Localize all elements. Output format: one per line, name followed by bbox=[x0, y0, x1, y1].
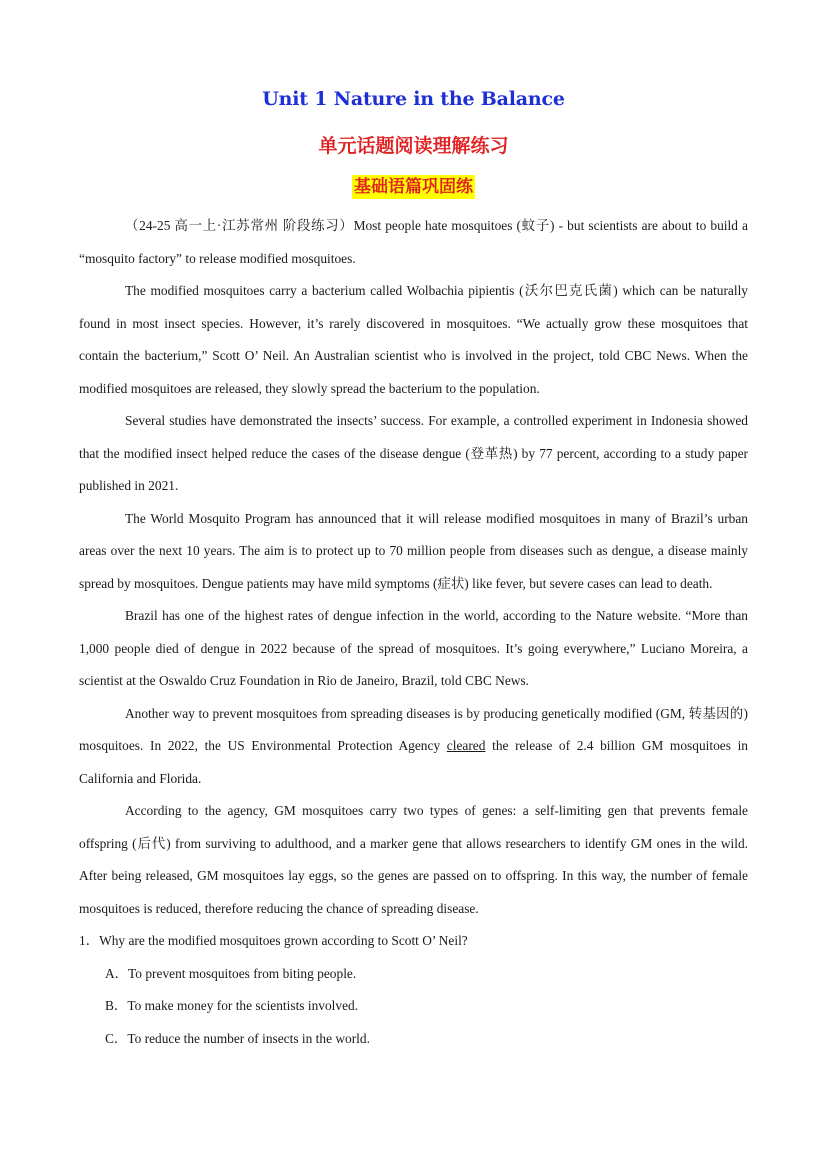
section-heading: 基础语篇巩固练 bbox=[354, 177, 473, 197]
paragraph-7: According to the agency, GM mosquitoes carry two types of genes: a self-limiting gen that prevents female offspring (后代) from surviving to adulthood, and a marker gene that allows researchers to identify GM ones in the wild. After being released, GM mosquitoes lay eggs, so the genes are passed on to offspring. In this way, the number of female mosquitoes is reduced, therefore reducing the chance of spreading disease. bbox=[79, 803, 748, 916]
question-1-option-c: C．To reduce the number of insects in the world. bbox=[105, 1030, 370, 1046]
question-1-option-b: B．To make money for the scientists involved. bbox=[105, 998, 359, 1013]
paragraph-1: （24-25 高一上·江苏常州 阶段练习）Most people hate mosquitoes (蚊子) - but scientists are about to build a “mosquito factory” to release modified mosquitoes. bbox=[79, 218, 748, 266]
section-heading-wrap bbox=[0, 175, 827, 199]
paragraph-3: Several studies have demonstrated the insects’ success. For example, a controlled experiment in Indonesia showed that the modified insect helped reduce the cases of the disease dengue (登革热) by 77 percent, according to a study paper published in 2021. bbox=[79, 413, 748, 493]
paragraph-6-part-1: Another way to prevent mosquitoes from spreading diseases is by producing genetically modified (GM, 转基因的) mosquitoes. In 2022, the US Environmental Protection Agency bbox=[79, 705, 748, 753]
question-1-stem: 1．Why are the modified mosquitoes grown according to Scott O’ Neil? bbox=[79, 933, 468, 948]
question-1-option-a: A．To prevent mosquitoes from biting people. bbox=[105, 965, 357, 981]
reading-passage bbox=[79, 210, 748, 1055]
unit-title: Unit 1 Nature in the Balance bbox=[262, 88, 565, 110]
underlined-word: cleared bbox=[446, 738, 486, 753]
exercise-title: 单元话题阅读理解练习 bbox=[318, 135, 509, 157]
paragraph-6-part-2: the release of 2.4 billion GM mosquitoes in California and Florida. bbox=[79, 738, 748, 786]
paragraph-6 bbox=[79, 698, 748, 796]
paragraph-4: The World Mosquito Program has announced that it will release modified mosquitoes in many of Brazil’s urban areas over the next 10 years. The aim is to protect up to 70 million people from diseases such as dengue, a disease mainly spread by mosquitoes. Dengue patients may have mild symptoms (症状) like fever, but severe cases can lead to death. bbox=[79, 510, 748, 591]
paragraph-2: The modified mosquitoes carry a bacterium called Wolbachia pipientis (沃尔巴克氏菌) which can be naturally found in most insect species. However, it’s rarely discovered in mosquitoes. “We actually grow these mosquitoes that contain the bacterium,” Scott O’ Neil. An Australian scientist who is involved in the project, told CBC News. When the modified mosquitoes are released, they slowly spread the bacterium to the population. bbox=[79, 283, 748, 396]
paragraph-5: Brazil has one of the highest rates of dengue infection in the world, according to the Nature website. “More than 1,000 people died of dengue in 2022 because of the spread of mosquitoes. It’s going everywhere,” Luciano Moreira, a scientist at the Oswaldo Cruz Foundation in Rio de Janeiro, Brazil, told CBC News. bbox=[79, 608, 748, 688]
